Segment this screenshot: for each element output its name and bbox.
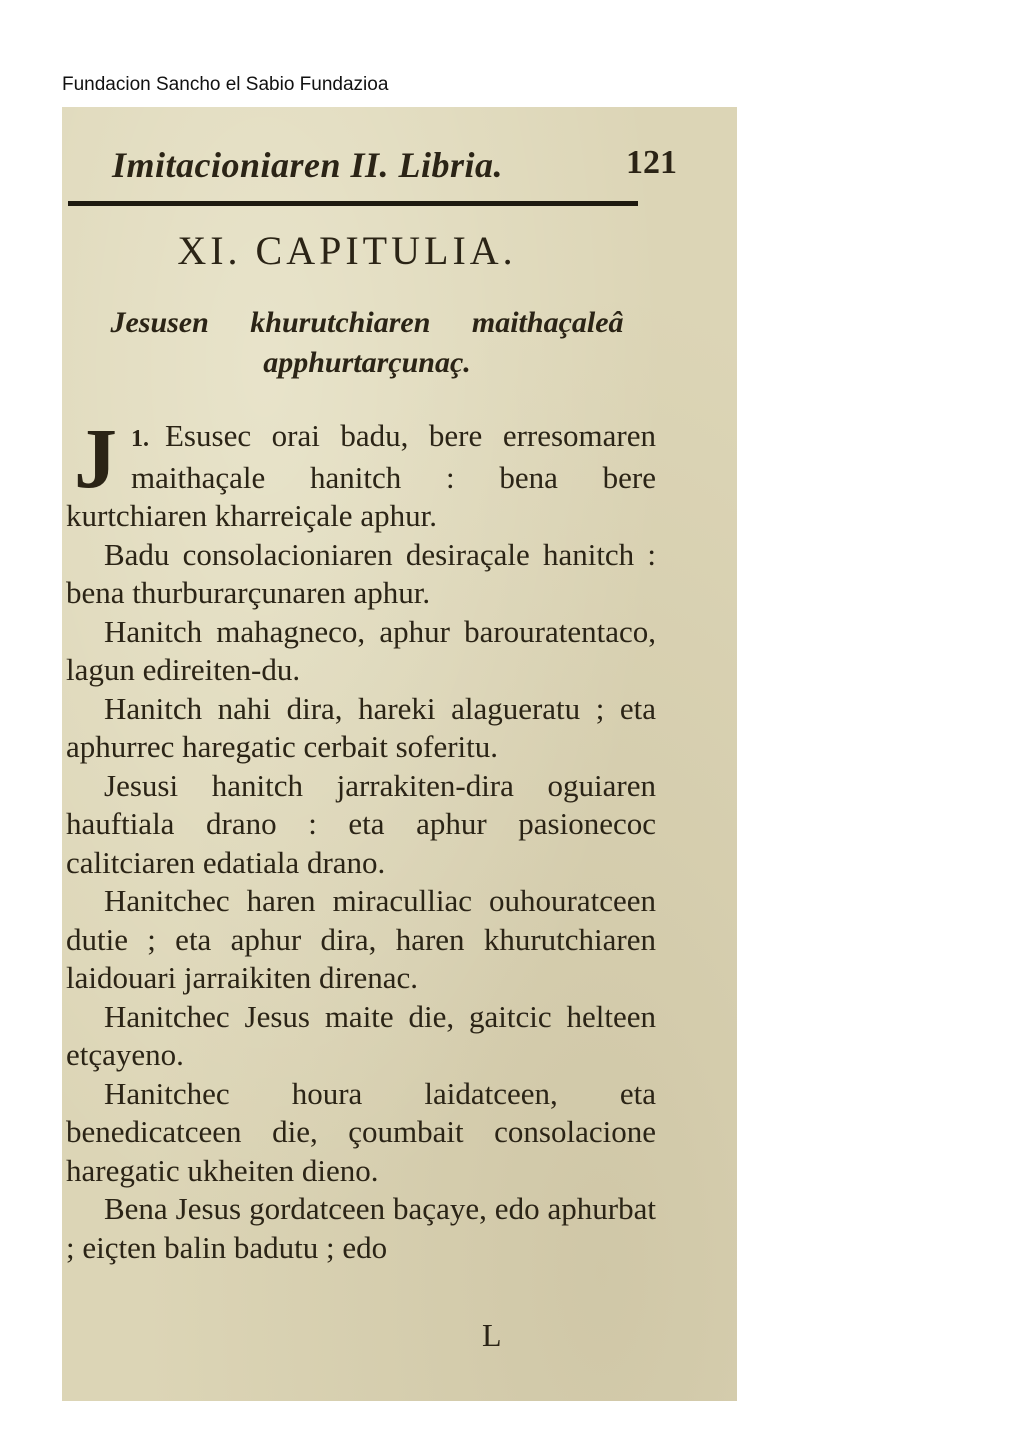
chapter-subtitle: Jesusen khurutchiaren maithaçaleâ apphurtarçunaç. (110, 306, 624, 379)
catchword: L (482, 1317, 502, 1353)
chapter-title: XI. CAPITULIA. (177, 228, 517, 273)
paragraph: Bena Jesus gordatceen baçaye, edo aphurbat ; eiçten balin badutu ; edo (66, 1191, 656, 1265)
paragraph-number: 1. (131, 426, 149, 452)
running-head: Imitacioniaren II. Libria. (112, 145, 504, 185)
paragraph-text: Esusec orai badu, bere erresomaren maithaçale hanitch : bena bere kurtchiaren kharreiçale aphur. (66, 418, 656, 533)
drop-cap: J (74, 410, 117, 506)
header-rule (68, 201, 638, 206)
page-number: 121 (626, 144, 677, 181)
paragraph: Hanitch mahagneco, aphur barouratentaco, lagun edireiten-du. (66, 613, 656, 687)
paragraph (66, 410, 656, 536)
body-text (66, 410, 656, 1267)
book-page-scan (62, 107, 737, 1401)
paragraph: Hanitchec Jesus maite die, gaitcic helteen etçayeno. (66, 998, 656, 1072)
paragraph: Hanitchec haren miraculliac ouhouratceen dutie ; eta aphur dira, haren khurutchiaren laidouari jarraikiten direnac. (66, 883, 656, 995)
paragraph: Badu consolacioniaren desiraçale hanitch : bena thurburarçunaren aphur. (66, 536, 656, 610)
paragraph: Jesusi hanitch jarrakiten-dira oguiaren hauftiala drano : eta aphur pasionecoc calitciaren edatiala drano. (66, 767, 656, 880)
archive-header: Fundacion Sancho el Sabio Fundazioa (62, 74, 389, 95)
paragraph: Hanitchec houra laidatceen, eta benedicatceen die, çoumbait consolacione haregatic ukheiten dieno. (66, 1075, 656, 1188)
paragraph: Hanitch nahi dira, hareki alagueratu ; eta aphurrec haregatic cerbait soferitu. (66, 690, 656, 764)
